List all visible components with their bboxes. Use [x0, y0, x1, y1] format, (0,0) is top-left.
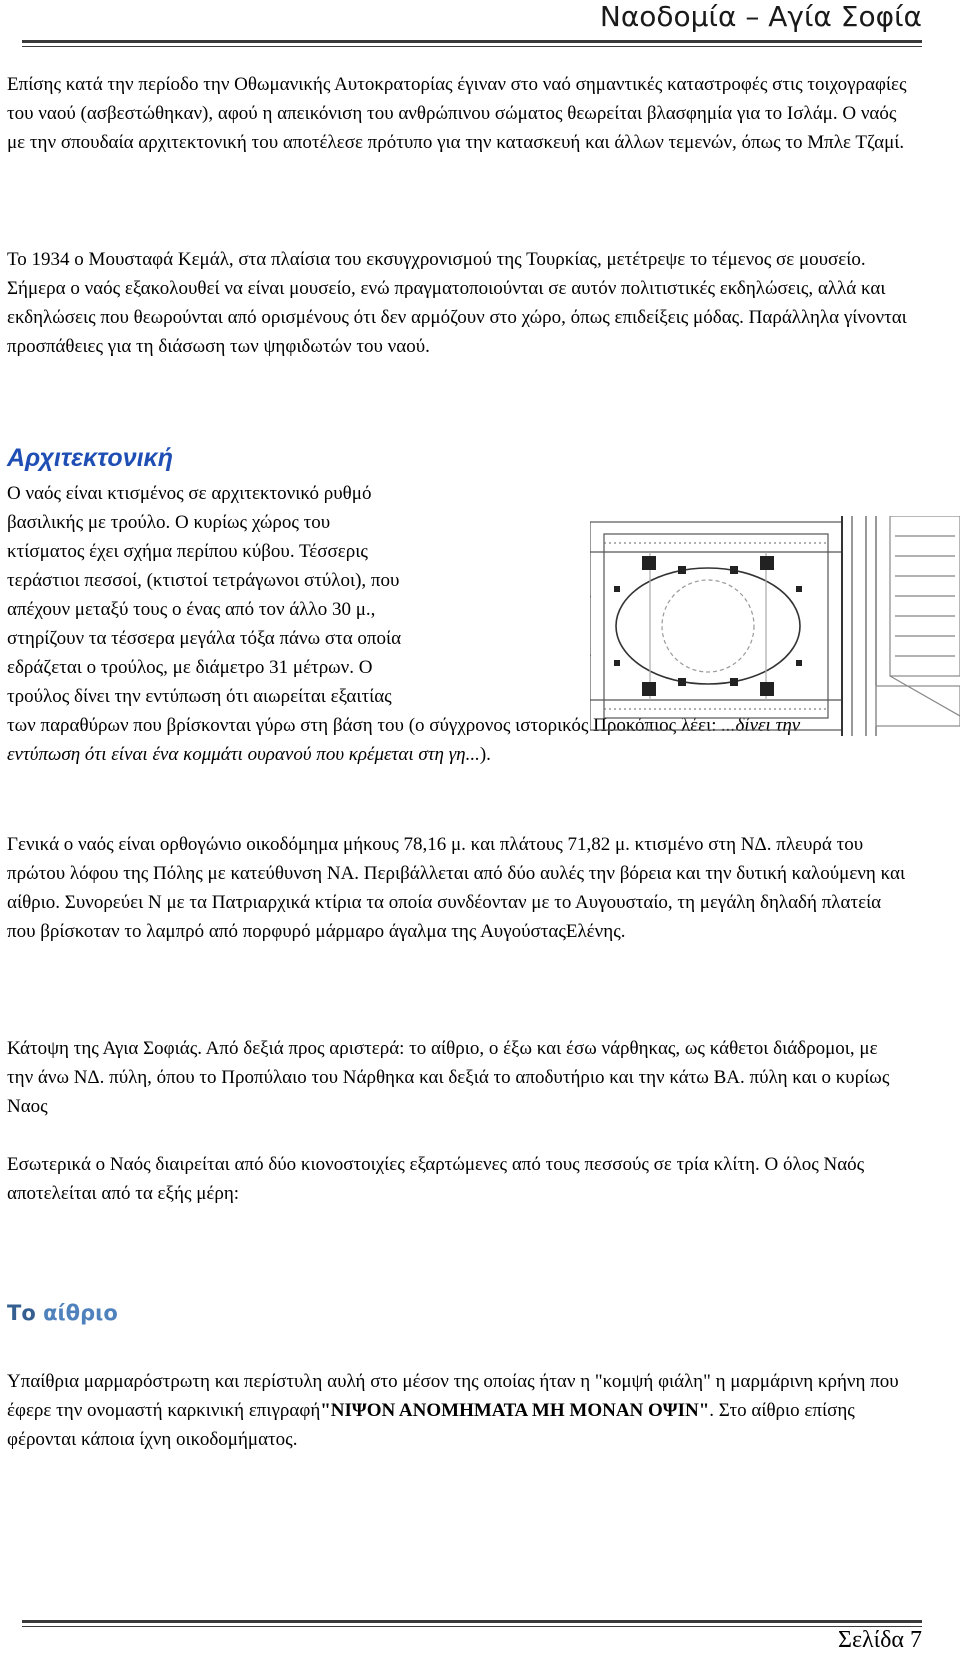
subheading-bold-word: Το [7, 1301, 36, 1325]
paragraph-line: απέχουν μεταξύ τους ο ένας από τον άλλο 30 μ., [7, 599, 376, 620]
paragraph-atrium [7, 1367, 907, 1454]
paragraph-ottoman-period: Επίσης κατά την περίοδο την Οθωμανικής Αυτοκρατορίας έγιναν στο ναό σημαντικές καταστροφές στις τοιχογραφίες του ναού (ασβεστώθηκαν), αφού η απεικόνιση του ανθρώπινου σώματος θεωρείται βλασφημία για το Ισλάμ. Ο ναός με την σπουδαία αρχιτεκτονική του αποτέλεσε πρότυπο για την κατασκευή και άλλων τεμενών, όπως το Μπλε Τζαμί. [7, 74, 907, 153]
paragraph-line: τεράστιοι πεσσοί, (κτιστοί τετράγωνοι στύλοι), που [7, 570, 400, 591]
footer-rule-thin [22, 1626, 922, 1627]
paragraph-text: ). [479, 744, 491, 765]
procopius-quote: ...δίνει την εντύπωση ότι είναι ένα κομμάτι ουρανού που κρέμεται στη γη... [7, 715, 801, 765]
paragraph-text: . Στο αίθριο επίσης φέρονται κάποια ίχνη οικοδομήματος. [7, 1400, 855, 1450]
section-heading-architecture: Αρχιτεκτονική [7, 444, 173, 472]
paragraph-line: Ο ναός είναι κτισμένος σε αρχιτεκτονικό ρυθμό [7, 483, 372, 504]
palindrome-inscription: "ΝΙΨΟΝ ΑΝΟΜΗΜΑΤΑ ΜΗ ΜΟΝΑΝ ΟΨΙΝ" [320, 1400, 710, 1421]
paragraph-line: κτίσματος έχει σχήμα περίπου κύβου. Τέσσερις [7, 541, 368, 562]
paragraph-floor-plan-caption: Κάτοψη της Αγια Σοφιάς. Από δεξιά προς αριστερά: το αίθριο, ο έξω και έσω νάρθηκας, ως κάθετοι διάδρομοι, με την άνω ΝΔ. πύλη, όπου το Προπύλαιο του Νάρθηκα και δεξιά το αποδυτήριο και την κάτω ΒΑ. πύλη και ο κυρίως Ναος [7, 1038, 890, 1117]
subheading-rest: αίθριο [35, 1301, 118, 1325]
paragraph-museum: Το 1934 ο Μουσταφά Κεμάλ, στα πλαίσια του εκσυγχρονισμού της Τουρκίας, μετέτρεψε το τέμενος σε μουσείο. Σήμερα ο ναός εξακολουθεί να είναι μουσείο, ενώ πραγματοποιούνται σε αυτόν πολιτιστικές εκδηλώσεις, αλλά και εκδηλώσεις που θεωρούνται από ορισμένους ότι δεν αρμόζουν στο χώρο, όπως επιδείξεις μόδας. Παράλληλα γίνονται προσπάθειες για τη διάσωση των ψηφιδωτών του ναού. [7, 249, 907, 357]
hagia-sophia-floor-plan-image [590, 516, 960, 736]
paragraph-dimensions: Γενικά ο ναός είναι ορθογώνιο οικοδόμημα μήκους 78,16 μ. και πλάτους 71,82 μ. κτισμένο στη ΝΔ. πλευρά του πρώτου λόφου της Πόλης με κατεύθυνση ΝΑ. Περιβάλλεται από δύο αυλές την βόρεια και την δυτική καλούμενη και αίθριο. Συνορεύει Ν με τα Πατριαρχικά κτίρια τα οποία συνδέονταν με το Αυγουσταίο, τη μεγάλη δηλαδή πλατεία που βρίσκοταν το λαμπρό από πορφυρό μάρμαρο άγαλμα της ΑυγούσταςΕλένης. [7, 834, 906, 942]
paragraph-text: Υπαίθρια μαρμαρόστρωτη και περίστυλη αυλή στο μέσον της οποίας ήταν η "κομψή φιάλη" η μαρμάρινη κρήνη που έφερε την ονομαστή καρκινική επιγραφή [7, 1371, 899, 1421]
page-number: Σελίδα 7 [837, 1627, 922, 1653]
paragraph-line: εδράζεται ο τρούλος, με διάμετρο 31 μέτρων. Ο [7, 657, 373, 678]
header-rule-thin [22, 46, 922, 47]
paragraph-line: τρούλος δίνει την εντύπωση ότι αιωρείται εξαιτίας [7, 686, 392, 707]
paragraph-text: των παραθύρων που βρίσκονται γύρω στη βάση του (ο σύγχρονος ιστορικός Προκόπιος λέει: [7, 715, 722, 736]
running-header-title: Ναοδομία – Αγία Σοφία [599, 0, 922, 33]
header-rule [22, 40, 922, 43]
subheading-atrium [7, 1301, 118, 1325]
paragraph-interior: Εσωτερικά ο Ναός διαιρείται από δύο κιονοστοιχίες εξαρτώμενες από τους πεσσούς σε τρία κλίτη. Ο όλος Ναός αποτελείται από τα εξής μέρη: [7, 1154, 865, 1204]
paragraph-line: στηρίζουν τα τέσσερα μεγάλα τόξα πάνω στα οποία [7, 628, 402, 649]
footer-rule [22, 1620, 922, 1623]
paragraph-line: βασιλικής με τρούλο. Ο κυρίως χώρος του [7, 512, 331, 533]
